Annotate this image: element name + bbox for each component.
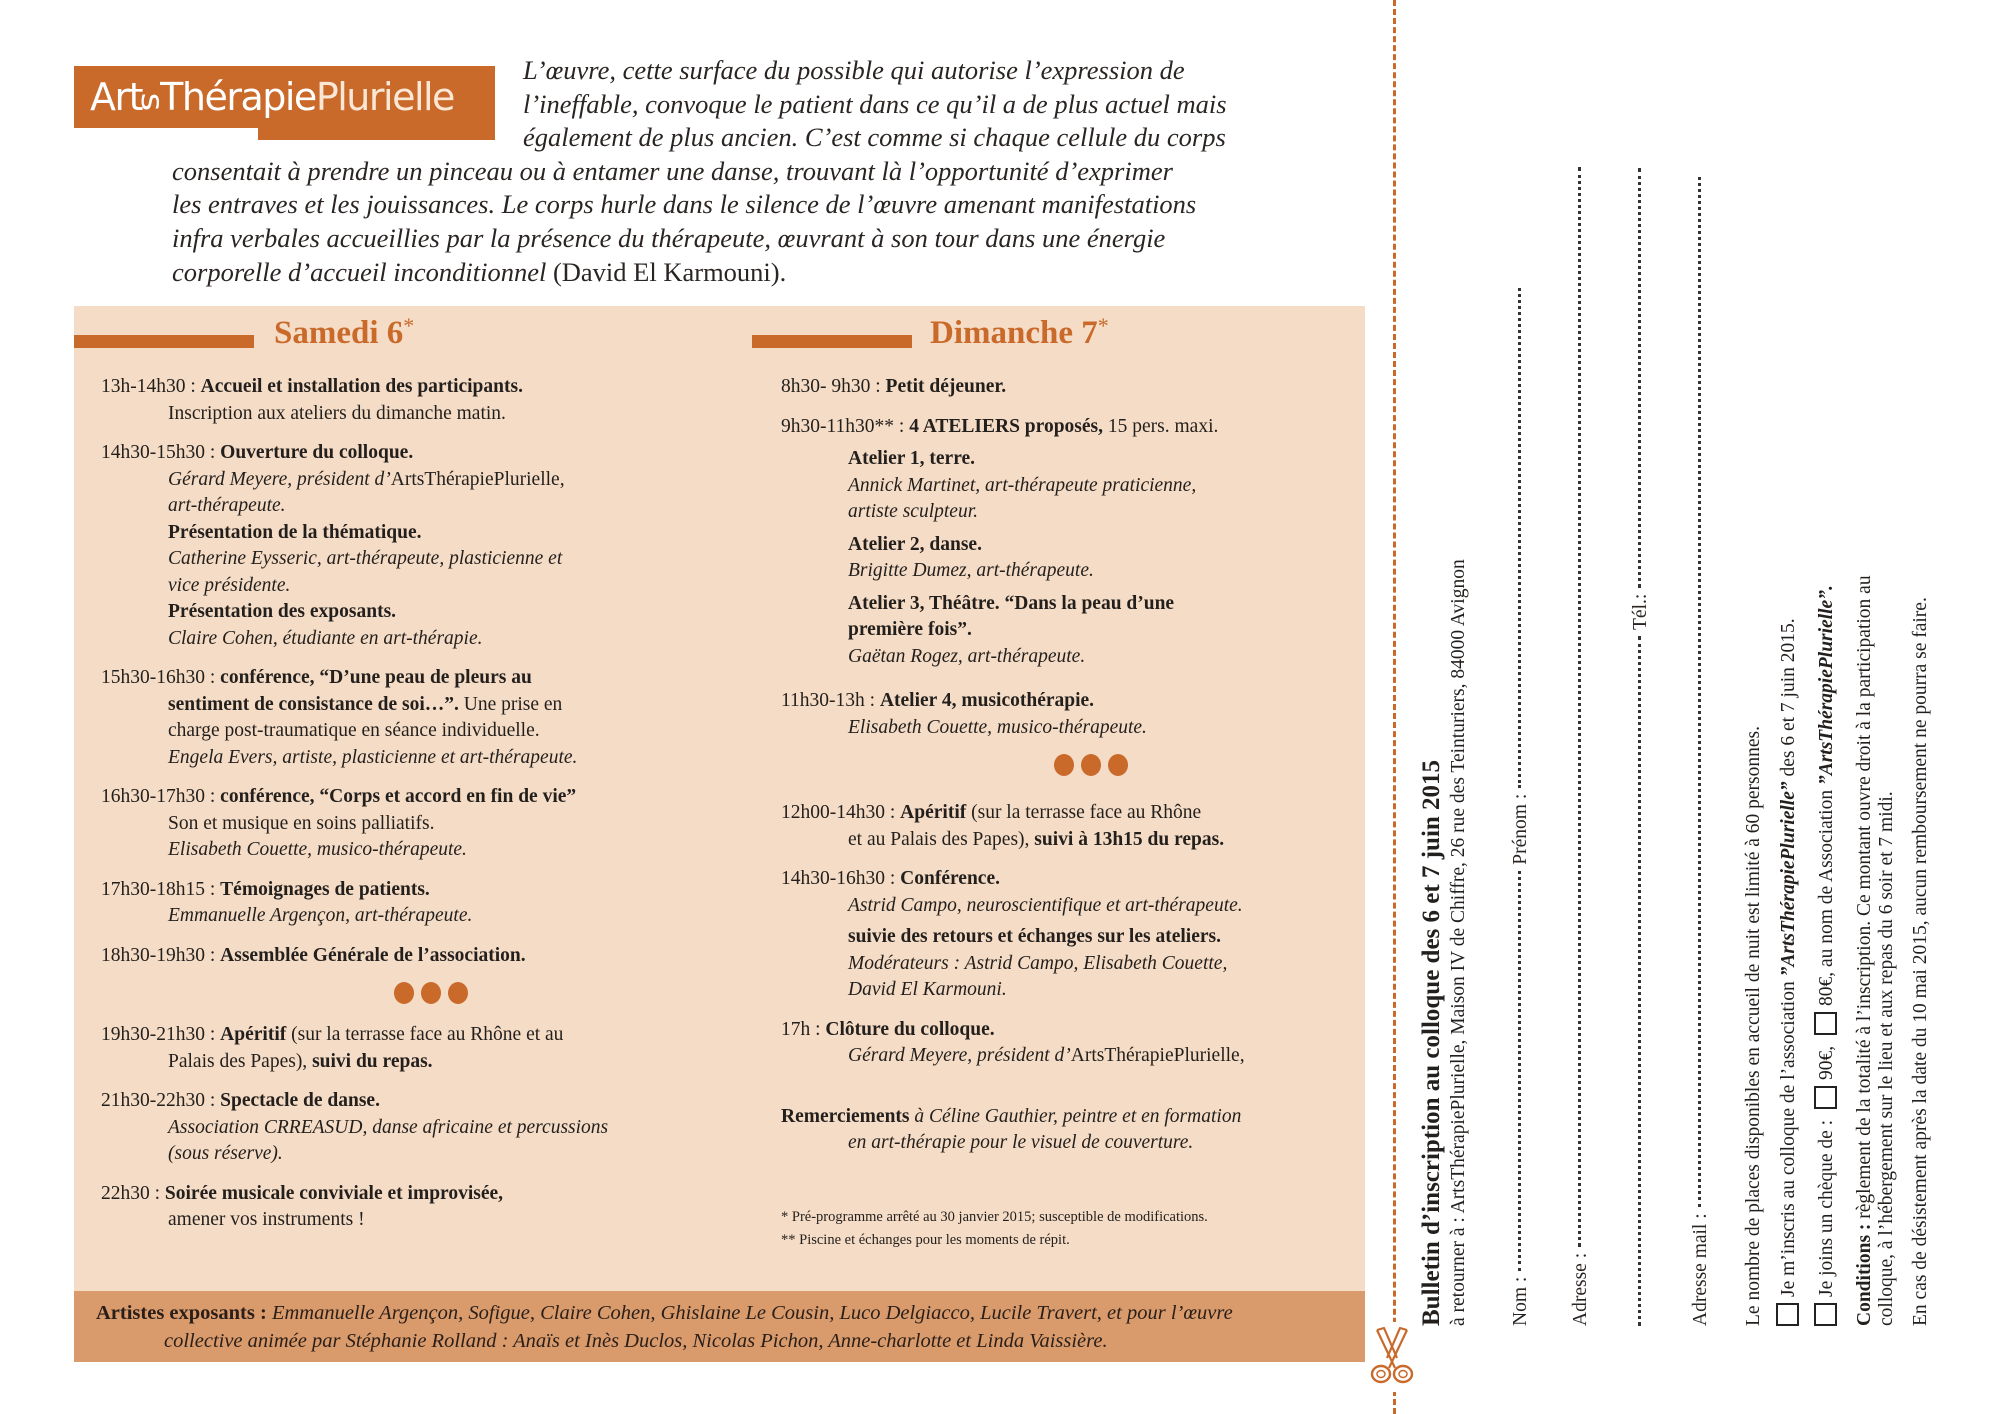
- program-entry: [781, 1017, 1361, 1070]
- quote-line: l’ineffable, convoque le patient dans ce qu’il a de plus actuel mais: [523, 88, 1227, 119]
- program-entry: [101, 665, 721, 771]
- prenom-label: Prénom :: [1510, 793, 1531, 865]
- cheque-90-checkbox[interactable]: [1814, 1086, 1837, 1109]
- thanks: [781, 1104, 1361, 1157]
- entry-person: Engela Evers, artiste, plasticienne et art-thérapeute.: [168, 746, 578, 768]
- entry-person: Emmanuelle Argençon, art-thérapeute.: [168, 905, 473, 926]
- cheque-option: [1816, 585, 1839, 1326]
- entry-person: Catherine Eysseric, art-thérapeute, plasticienne et: [168, 548, 563, 569]
- inscris-text: Je m’inscris au colloque de l’association: [1778, 981, 1799, 1297]
- tel-label: Tél.:: [1630, 593, 1651, 630]
- entry-time: 11h30-13h :: [781, 690, 876, 711]
- entry-time: 15h30-16h30 :: [101, 667, 216, 688]
- logo-therapie: Thérapie: [160, 75, 316, 119]
- cheque-end: au nom de Association: [1816, 789, 1837, 968]
- entry-title: 4 ATELIERS proposés,: [909, 415, 1104, 437]
- entry-subtitle: Présentation de la thématique.: [168, 521, 422, 543]
- dot: [1108, 754, 1128, 776]
- entry-person: Elisabeth Couette, musico-thérapeute.: [848, 716, 1147, 738]
- entry-title: Accueil et installation des participants.: [200, 376, 523, 397]
- entry-person: vice présidente.: [168, 574, 291, 596]
- program-entry: [781, 866, 1361, 1004]
- samedi-column: [101, 374, 721, 1247]
- cut-line: [1393, 0, 1396, 1414]
- entry-time: 14h30-15h30 :: [101, 442, 216, 463]
- intro-quote: [172, 54, 1332, 289]
- assoc-name: ”ArtsThérapiePlurielle”: [1778, 781, 1799, 977]
- entry-sub: (sur la terrasse face au Rhône: [971, 802, 1202, 823]
- atelier-title: Atelier 2, danse.: [848, 533, 982, 555]
- cheque-80-checkbox[interactable]: [1814, 1012, 1837, 1035]
- entry-title: sentiment de consistance de soi…”.: [168, 693, 459, 715]
- entry-sub: Palais des Papes),: [168, 1050, 308, 1072]
- cheque-text: Je joins un chèque de :: [1816, 1119, 1837, 1297]
- samedi-star: *: [403, 313, 415, 338]
- entry-time: 21h30-22h30 :: [101, 1090, 216, 1111]
- logo-art: Art: [90, 75, 143, 119]
- entry-title: Spectacle de danse.: [220, 1090, 380, 1111]
- entry-person: Gérard Meyere, président d’: [168, 468, 391, 490]
- nom-label: Nom :: [1510, 1276, 1531, 1326]
- cheque-checkbox[interactable]: [1814, 1303, 1837, 1326]
- cheque-80-label: 80€,: [1816, 971, 1837, 1007]
- entry-time: 18h30-19h30 :: [101, 944, 216, 966]
- quote-author: (David El Karmouni).: [552, 256, 787, 287]
- entry-title: Témoignages de patients.: [220, 878, 430, 900]
- entry-sub: Inscription aux ateliers du dimanche matin.: [168, 402, 506, 424]
- entry-title: suivi du repas.: [312, 1050, 433, 1072]
- entry-subtitle: suivie des retours et échanges sur les ateliers.: [848, 926, 1221, 947]
- adresse-field[interactable]: [1570, 161, 1592, 1326]
- program-entry: [781, 414, 1361, 671]
- quote-line: également de plus ancien. C’est comme si chaque cellule du corps: [523, 122, 1226, 153]
- program-entry: [781, 374, 1361, 401]
- form-return-address: à retourner à : ArtsThérapiePlurielle, Maison IV de Chiffre, 26 rue des Teinturiers, 84000 Avignon: [1448, 559, 1469, 1326]
- entry-time: 13h-14h30 :: [101, 376, 196, 397]
- artists-list: collective animée par Stéphanie Rolland : Anaïs et Inès Duclos, Nicolas Pichon, Anne-charlotte et Linda Vaissière.: [164, 1330, 1108, 1352]
- footnote: ** Piscine et échanges pour les moments de répit.: [781, 1231, 1070, 1248]
- entry-time: 19h30-21h30 :: [101, 1024, 216, 1045]
- inscris-option: [1778, 618, 1801, 1326]
- entry-sub: 15 pers. maxi.: [1107, 415, 1219, 437]
- entry-person: Astrid Campo, neuroscientifique et art-thérapeute.: [848, 894, 1243, 916]
- dimanche-header: [752, 315, 1202, 355]
- entry-time: 9h30-11h30** :: [781, 415, 905, 437]
- entry-title: Soirée musicale conviviale et improvisée,: [164, 1182, 504, 1204]
- thanks-text: à Céline Gauthier, peintre et en formation: [914, 1105, 1242, 1127]
- quote-line: infra verbales accueillies par la présence du thérapeute, œuvrant à son tour dans une énergie: [172, 222, 1166, 253]
- atelier-title: Atelier 1, terre.: [848, 448, 976, 469]
- entry-person: Gaëtan Rogez, art-thérapeute.: [848, 645, 1086, 667]
- separator-dots: [781, 754, 1361, 776]
- logo-plurielle: Plurielle: [315, 75, 454, 119]
- dimanche-star: *: [1097, 313, 1109, 338]
- entry-person: David El Karmouni.: [848, 979, 1007, 1000]
- entry-time: 22h30 :: [101, 1182, 161, 1204]
- entry-sub: et au Palais des Papes),: [848, 828, 1030, 850]
- inscris-checkbox[interactable]: [1776, 1303, 1799, 1326]
- entry-person: Annick Martinet, art-thérapeute praticienne,: [848, 474, 1197, 496]
- inscris-end: des 6 et 7 juin 2015.: [1778, 618, 1799, 777]
- thanks-label: Remerciements: [781, 1105, 910, 1127]
- samedi-title-text: Samedi 6: [274, 315, 404, 351]
- atelier-title: Atelier 3, Théâtre. “Dans la peau d’une: [848, 592, 1175, 614]
- adresse-label: Adresse :: [1570, 1252, 1591, 1326]
- dot: [1081, 754, 1101, 776]
- entry-title: Apéritif: [220, 1024, 287, 1045]
- program-entry: [101, 943, 721, 970]
- mail-field[interactable]: [1690, 171, 1712, 1326]
- quote-line: consentait à prendre un pinceau ou à entamer une danse, trouvant là l’opportunité d’exprimer: [172, 155, 1173, 186]
- quote-line: les entraves et les jouissances. Le corps hurle dans le silence de l’œuvre amenant manifestations: [172, 189, 1197, 220]
- entry-title: Clôture du colloque.: [825, 1018, 995, 1040]
- conditions-label: Conditions :: [1854, 1223, 1875, 1326]
- dimanche-column: [781, 374, 1361, 1252]
- entry-sub: amener vos instruments !: [168, 1209, 365, 1230]
- entry-time: 12h00-14h30 :: [781, 802, 896, 823]
- entry-time: 17h30-18h15 :: [101, 878, 216, 900]
- atelier-title: première fois”.: [848, 619, 972, 640]
- separator-dots: [101, 982, 721, 1004]
- dimanche-title-text: Dimanche 7: [930, 315, 1098, 351]
- entry-person: art-thérapeute.: [168, 495, 286, 516]
- dimanche-title: [930, 315, 1109, 352]
- dot: [1054, 754, 1074, 776]
- tel-field[interactable]: [1630, 162, 1652, 1326]
- dot: [448, 982, 468, 1004]
- entry-person: Elisabeth Couette, musico-thérapeute.: [168, 839, 467, 860]
- program-entry: [781, 800, 1361, 853]
- artists-list: Emmanuelle Argençon, Sofigue, Claire Cohen, Ghislaine Le Cousin, Luco Delgiacco, Lucile Travert, et pour l’œuvre: [271, 1302, 1233, 1324]
- entry-time: 16h30-17h30 :: [101, 786, 216, 807]
- program-entry: [101, 1022, 721, 1075]
- logo-swoosh: s: [134, 92, 170, 110]
- entry-person: Brigitte Dumez, art-thérapeute.: [848, 560, 1094, 581]
- entry-title: Ouverture du colloque.: [220, 442, 414, 463]
- entry-title: suivi à 13h15 du repas.: [1034, 828, 1225, 850]
- conditions-text: colloque, à l’hébergement sur le lieu et aux repas du 6 soir et 7 midi.: [1876, 791, 1897, 1326]
- quote-line: L’œuvre, cette surface du possible qui autorise l’expression de: [523, 55, 1185, 85]
- thanks-text: en art-thérapie pour le visuel de couverture.: [848, 1132, 1194, 1153]
- header-bar: [752, 335, 912, 348]
- entry-title: conférence, “D’une peau de pleurs au: [220, 667, 532, 688]
- entry-org: ArtsThérapiePlurielle,: [390, 468, 565, 490]
- samedi-title: [274, 315, 414, 352]
- artists-band: [74, 1291, 1365, 1362]
- header-bar: [74, 335, 254, 348]
- entry-title: conférence, “Corps et accord en fin de vie”: [220, 786, 577, 807]
- entry-person: Claire Cohen, étudiante en art-thérapie.: [168, 627, 483, 649]
- form-title: Bulletin d’inscription au colloque des 6 et 7 juin 2015: [1418, 759, 1445, 1326]
- entry-sub: (sur la terrasse face au Rhône et au: [291, 1024, 564, 1045]
- dot: [421, 982, 441, 1004]
- assoc-name: ”ArtsThérapiePlurielle”.: [1816, 585, 1837, 786]
- registration-form: [1410, 0, 2000, 1414]
- nom-field[interactable]: [1510, 282, 1532, 1326]
- quote-line: corporelle d’accueil inconditionnel: [172, 256, 547, 287]
- conditions-text: règlement de la totalité à l’inscription. Ce montant ouvre droit à la participation au: [1854, 575, 1875, 1219]
- program-entry: [101, 440, 721, 652]
- desist-note: En cas de désistement après la date du 10 mai 2015, aucun remboursement ne pourra se faire.: [1910, 597, 1931, 1326]
- cheque-90-label: 90€,: [1816, 1045, 1837, 1081]
- entry-time: 17h :: [781, 1018, 821, 1040]
- artists-label: Artistes exposants :: [96, 1302, 267, 1324]
- entry-org: ArtsThérapiePlurielle,: [1070, 1045, 1245, 1066]
- entry-sub: Son et musique en soins palliatifs.: [168, 812, 435, 834]
- entry-person: Modérateurs : Astrid Campo, Elisabeth Couette,: [848, 952, 1228, 974]
- program-entry: [101, 1181, 721, 1234]
- entry-person: artiste sculpteur.: [848, 501, 978, 522]
- entry-time: 14h30-16h30 :: [781, 868, 896, 889]
- places-note: Le nombre de places disponibles en accueil de nuit est limité à 60 personnes.: [1743, 726, 1764, 1326]
- entry-person: Association CRREASUD, danse africaine et percussions: [168, 1116, 609, 1138]
- program-entry: [781, 688, 1361, 741]
- footnote: * Pré-programme arrêté au 30 janvier 2015; susceptible de modifications.: [781, 1208, 1208, 1225]
- program-entry: [101, 374, 721, 427]
- program-entry: [101, 784, 721, 864]
- program-entry: [101, 877, 721, 930]
- entry-person: (sous réserve).: [168, 1143, 283, 1164]
- entry-title: Petit déjeuner.: [885, 376, 1007, 397]
- entry-subtitle: Présentation des exposants.: [168, 601, 397, 622]
- entry-title: Assemblée Générale de l’association.: [220, 944, 526, 966]
- entry-title: Atelier 4, musicothérapie.: [879, 690, 1095, 711]
- entry-title: Apéritif: [900, 802, 967, 823]
- dot: [394, 982, 414, 1004]
- entry-title: Conférence.: [900, 868, 1000, 889]
- entry-person: Gérard Meyere, président d’: [848, 1045, 1071, 1066]
- entry-time: 8h30- 9h30 :: [781, 376, 881, 397]
- mail-label: Adresse mail :: [1690, 1213, 1711, 1326]
- entry-sub: charge post-traumatique en séance individuelle.: [168, 720, 540, 741]
- samedi-header: [74, 315, 474, 355]
- conditions: [1854, 575, 1898, 1326]
- program-entry: [101, 1088, 721, 1168]
- entry-sub: Une prise en: [463, 693, 563, 715]
